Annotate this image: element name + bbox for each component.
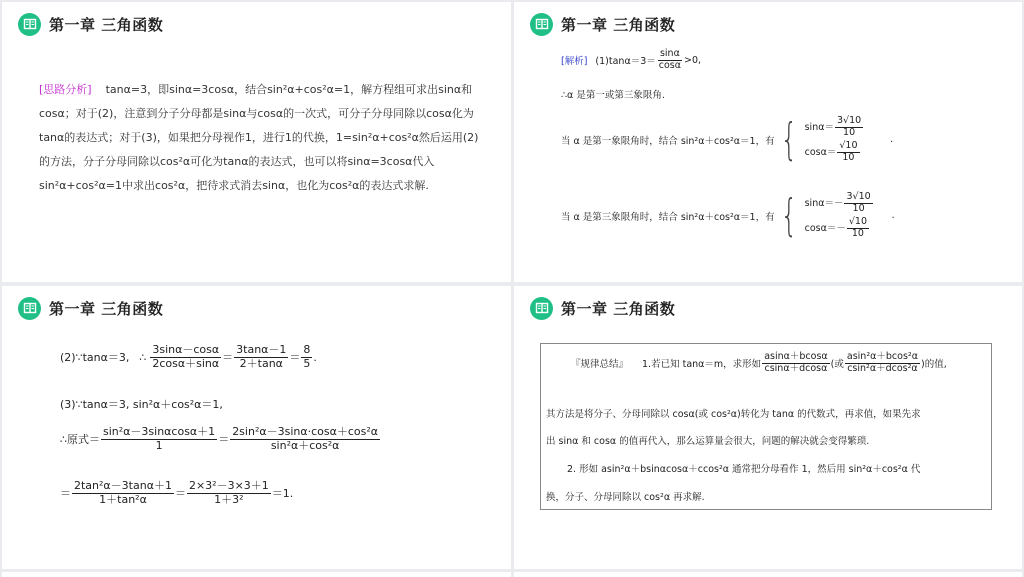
- fraction-numerator: √10: [848, 215, 868, 227]
- chapter-title: 第一章 三角函数: [49, 15, 164, 34]
- brace-symbol: {: [780, 113, 798, 165]
- summary-text: (或: [830, 359, 844, 371]
- fraction-numerator: sinα: [659, 48, 680, 59]
- solution-case-1: [561, 113, 894, 165]
- fraction-numerator: 3tanα－1: [236, 343, 287, 356]
- summary-line-3: 出 sinα 和 cosα 的值再代入，那么运算量会很大，问题的解决就会变得繁琐.: [546, 436, 870, 447]
- equals-sign: ＝: [289, 351, 301, 365]
- fraction-numerator: 2tan²α－3tanα＋1: [74, 479, 172, 492]
- analysis-paragraph: [39, 78, 489, 198]
- fraction-denominator: 10: [852, 202, 865, 214]
- summary-line-5: 换，分子、分母同除以 cos²α 再求解.: [546, 492, 705, 503]
- equation-lhs: sinα＝: [804, 121, 834, 133]
- equation-system: [775, 113, 865, 165]
- solution-text: (1)tanα＝3＝: [595, 56, 656, 68]
- equation-lhs: cosα＝－: [804, 222, 846, 234]
- slide-panel-4: [514, 286, 1022, 569]
- fraction-denominator: 2cosα＋sinα: [152, 356, 220, 370]
- part3-derivation-2: [60, 480, 293, 506]
- solution-text: >0,: [684, 54, 702, 66]
- equals-sign: ＝: [60, 487, 71, 501]
- fraction-numerator: asin²α＋bcos²α: [846, 351, 918, 362]
- fraction-numerator: 2×3²－3×3＋1: [188, 479, 269, 492]
- step-text: ＝1.: [271, 487, 294, 501]
- summary-line-1: [571, 352, 947, 375]
- fraction-denominator: 10: [842, 151, 855, 163]
- summary-text: )的值,: [920, 359, 947, 371]
- fraction-numerator: 3√10: [836, 115, 862, 126]
- part3-line: (3)∵tanα＝3, sin²α＋cos²α＝1,: [60, 398, 223, 411]
- equals-sign: ＝: [222, 351, 234, 365]
- summary-line-2: 其方法是将分子、分母同除以 cosα(或 cos²α)转化为 tanα 的代数式，再求值，如果先求: [546, 409, 921, 420]
- analysis-tag: [思路分析]: [39, 83, 92, 96]
- summary-text: 1.若已知 tanα＝m，求形如: [642, 359, 762, 371]
- fraction-denominator: 1: [155, 438, 163, 452]
- fraction-denominator: 5: [303, 356, 311, 370]
- next-slide-edge: [2, 572, 511, 577]
- solution-case-2: [561, 189, 895, 241]
- fraction-denominator: 10: [843, 126, 856, 138]
- fraction-denominator: 10: [851, 227, 864, 239]
- book-icon: [18, 13, 41, 36]
- step-text: ∴原式＝: [60, 433, 100, 447]
- cos-equation: [805, 141, 865, 164]
- analysis-text: tanα=3，即sinα=3cosα，结合sin²α+cos²α=1，解方程组可求出sinα和cosα；对于(2)，注意到分子分母都是sinα与cosα的一次式，可分子分母同除以cosα化为tanα的表达式；对于(3)，如果把分母视作1，进行1的代换，1=sin²α+cos²α然后运用(2)的方法，分子分母同除以cos²α可化为tanα的表达式，也可以将sinα=3cosα代入sin²α+cos²α=1中求出cos²α，把待求式消去sinα，也化为cos²α的表达式求解.: [39, 83, 479, 192]
- book-icon: [18, 297, 41, 320]
- case-text: 当 α 是第三象限角时，结合 sin²α＋cos²α＝1，有: [561, 211, 775, 223]
- therefore-symbol: ∴: [139, 350, 147, 364]
- fraction: [657, 49, 683, 72]
- summary-box: [540, 343, 992, 510]
- fraction-denominator: cosα: [658, 59, 682, 71]
- equals-sign: ＝: [218, 433, 230, 447]
- slide-header: [530, 12, 675, 36]
- step-text: (2)∵tanα＝3,: [60, 351, 130, 365]
- chapter-title: 第一章 三角函数: [561, 15, 676, 34]
- fraction-denominator: 1＋tan²α: [99, 492, 147, 506]
- chapter-title: 第一章 三角函数: [561, 299, 676, 318]
- sin-equation: [805, 192, 874, 215]
- cos-equation: [805, 217, 874, 240]
- solution-line-1: [561, 49, 701, 72]
- slide-panel-2: [514, 2, 1022, 282]
- case-text: .: [891, 210, 895, 222]
- solution-tag: [解析]: [561, 56, 588, 68]
- summary-tag: 『规律总结』: [571, 359, 629, 371]
- equation-lhs: cosα＝: [804, 146, 837, 158]
- part2-line: [60, 344, 317, 370]
- next-slide-edge: [514, 572, 1022, 577]
- fraction-denominator: csin²α＋dcos²α: [847, 362, 918, 374]
- summary-line-4: 2. 形如 asin²α＋bsinαcosα＋ccos²α 通常把分母看作 1，然后用 sin²α＋cos²α 代: [567, 464, 921, 475]
- fraction-numerator: 3sinα－cosα: [152, 343, 220, 356]
- fraction-numerator: asinα＋bcosα: [764, 351, 828, 362]
- part3-derivation-1: [60, 426, 381, 452]
- equation-lhs: sinα＝－: [804, 197, 844, 209]
- fraction-denominator: sin²α＋cos²α: [270, 438, 340, 452]
- equals-sign: ＝: [174, 487, 186, 501]
- fraction-numerator: √10: [839, 139, 858, 151]
- chapter-title: 第一章 三角函数: [49, 299, 164, 318]
- sin-equation: [805, 116, 865, 139]
- step-text: .: [313, 350, 317, 364]
- slide-header: [18, 296, 163, 320]
- book-icon: [530, 297, 553, 320]
- book-icon: [530, 13, 553, 36]
- case-text: .: [890, 134, 894, 146]
- brace-symbol: {: [780, 189, 798, 241]
- fraction-denominator: csinα＋dcosα: [764, 362, 828, 374]
- solution-line-2: ∴α 是第一或第三象限角.: [561, 90, 665, 101]
- fraction-numerator: 8: [303, 343, 311, 356]
- fraction-numerator: sin²α－3sinαcosα＋1: [103, 425, 216, 438]
- slide-header: [530, 296, 675, 320]
- fraction-numerator: 2sin²α－3sinα·cosα＋cos²α: [232, 425, 379, 438]
- fraction-denominator: 2＋tanα: [239, 356, 283, 370]
- fraction-numerator: 3√10: [846, 191, 871, 202]
- slide-panel-1: [2, 2, 511, 282]
- equation-system: [775, 189, 874, 241]
- slide-header: [18, 12, 163, 36]
- case-text: 当 α 是第一象限角时，结合 sin²α＋cos²α＝1，有: [561, 135, 775, 147]
- slide-panel-3: [2, 286, 511, 569]
- fraction-denominator: 1＋3²: [214, 492, 244, 506]
